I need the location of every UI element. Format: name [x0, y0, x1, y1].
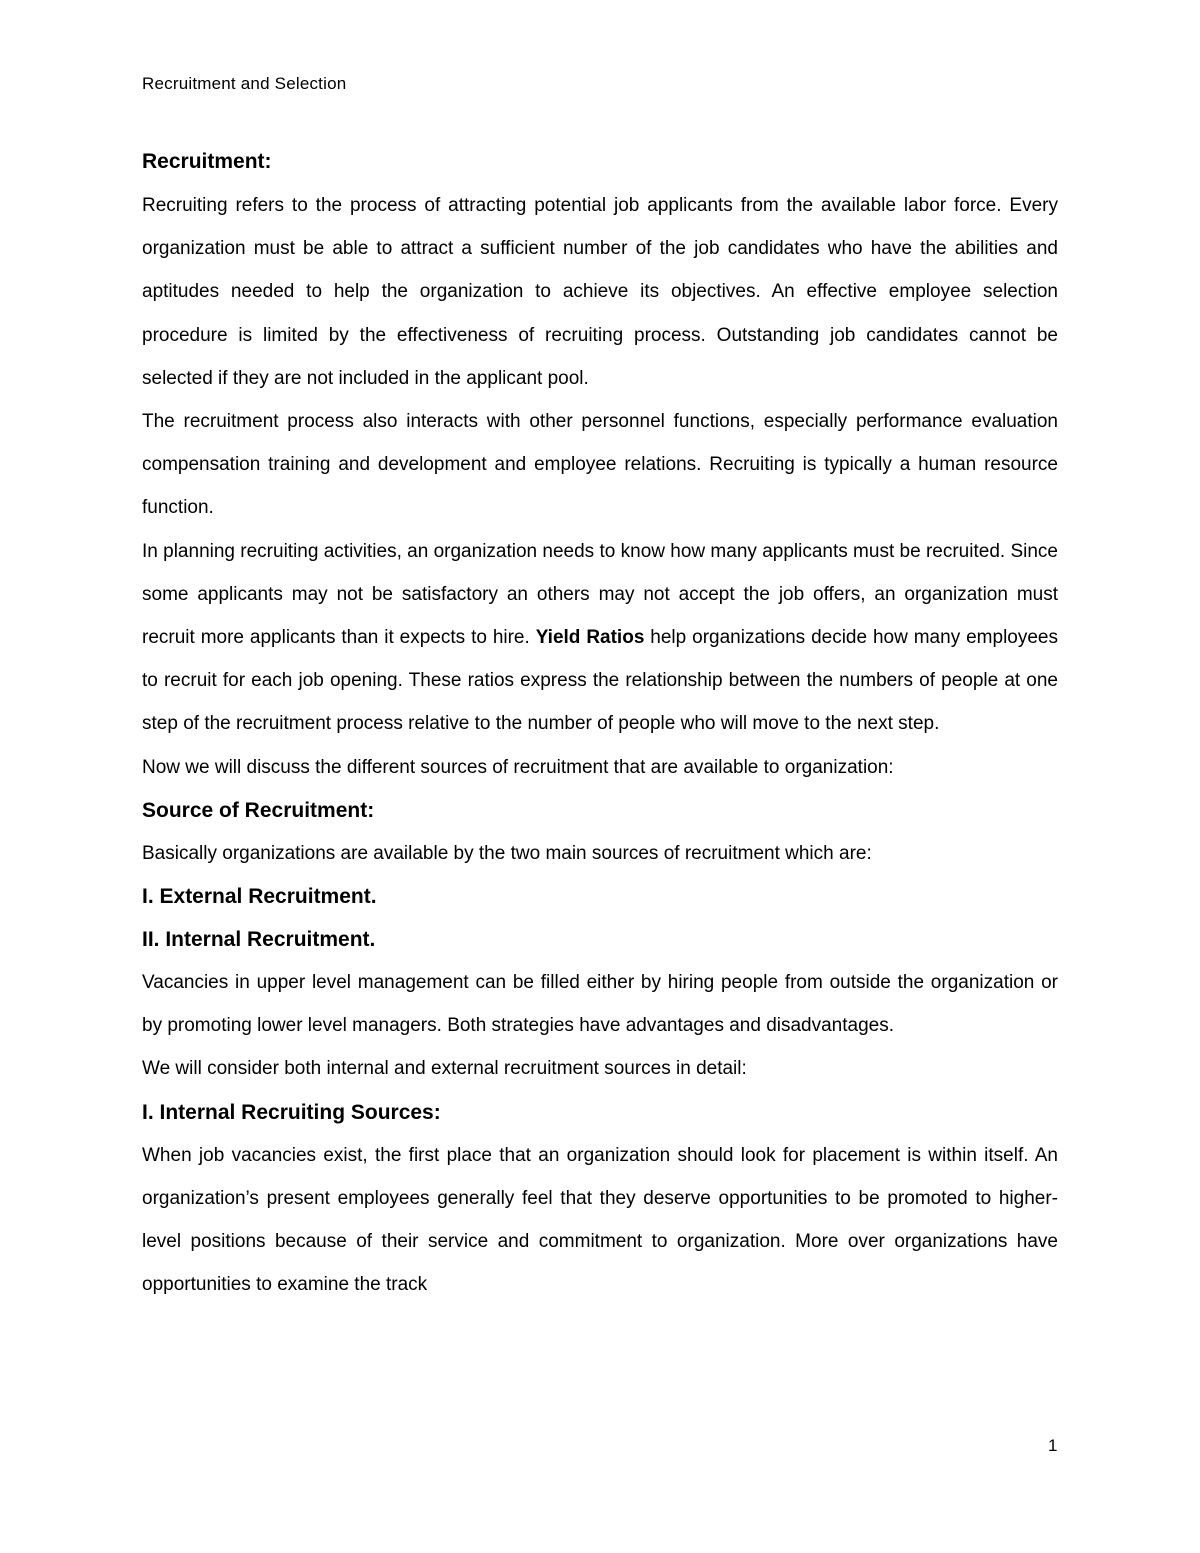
paragraph-sources-intro: Now we will discuss the different sources of recruitment that are available to organization: — [142, 756, 894, 778]
document-body — [142, 140, 1058, 1306]
heading-internal-recruitment: II. Internal Recruitment. — [142, 928, 376, 952]
paragraph-two-sources: Basically organizations are available by the two main sources of recruitment which are: — [142, 842, 872, 864]
page-number: 1 — [1048, 1436, 1058, 1455]
heading-internal-recruiting-sources: I. Internal Recruiting Sources: — [142, 1100, 441, 1124]
paragraph-job-vacancies: When job vacancies exist, the first place that an organization should look for placement is within itself. An organization’s present employees generally feel that they deserve opportunities to be promoted to higher-level positions because of their service and commitment to organization. More over organizations have opportunities to examine the track — [142, 1144, 1058, 1296]
page-header: Recruitment and Selection — [142, 74, 347, 93]
paragraph-vacancies: Vacancies in upper level management can be filled either by hiring people from outside the organization or by promoting lower level managers. Both strategies have advantages and disadvantages. — [142, 972, 1058, 1037]
heading-recruitment: Recruitment: — [142, 150, 272, 173]
heading-external-recruitment: I. External Recruitment. — [142, 885, 377, 909]
paragraph-consider-both: We will consider both internal and external recruitment sources in detail: — [142, 1058, 747, 1080]
yield-ratios-term: Yield Ratios — [535, 627, 645, 649]
paragraph-recruitment-process: The recruitment process also interacts with other personnel functions, especially performance evaluation compensation training and development and employee relations. Recruiting is typically a human resource function. — [142, 411, 1058, 519]
paragraph-recruiting-definition: Recruiting refers to the process of attracting potential job applicants from the available labor force. Every organization must be able to attract a sufficient number of the job candidates who have the abilities and aptitudes needed to help the organization to achieve its objectives. An effective employee selection procedure is limited by the effectiveness of recruiting process. Outstanding job candidates cannot be selected if they are not included in the applicant pool. — [142, 195, 1058, 389]
paragraph-planning-part2: help organizations decide how many employees to recruit for each job opening. These ratios express the relationship between the numbers of people at one step of the recruitment process relative to the number of people who will move to the next step. — [142, 627, 1058, 735]
heading-source-of-recruitment: Source of Recruitment: — [142, 798, 375, 822]
paragraph-planning-part1: In planning recruiting activities, an organization needs to know how many applicants must be recruited. Since some applicants may not be satisfactory an others may not accept the job offers, an organization must recruit more applicants than it expects to hire. — [142, 540, 1058, 649]
paragraph-planning-recruiting — [142, 530, 1058, 746]
